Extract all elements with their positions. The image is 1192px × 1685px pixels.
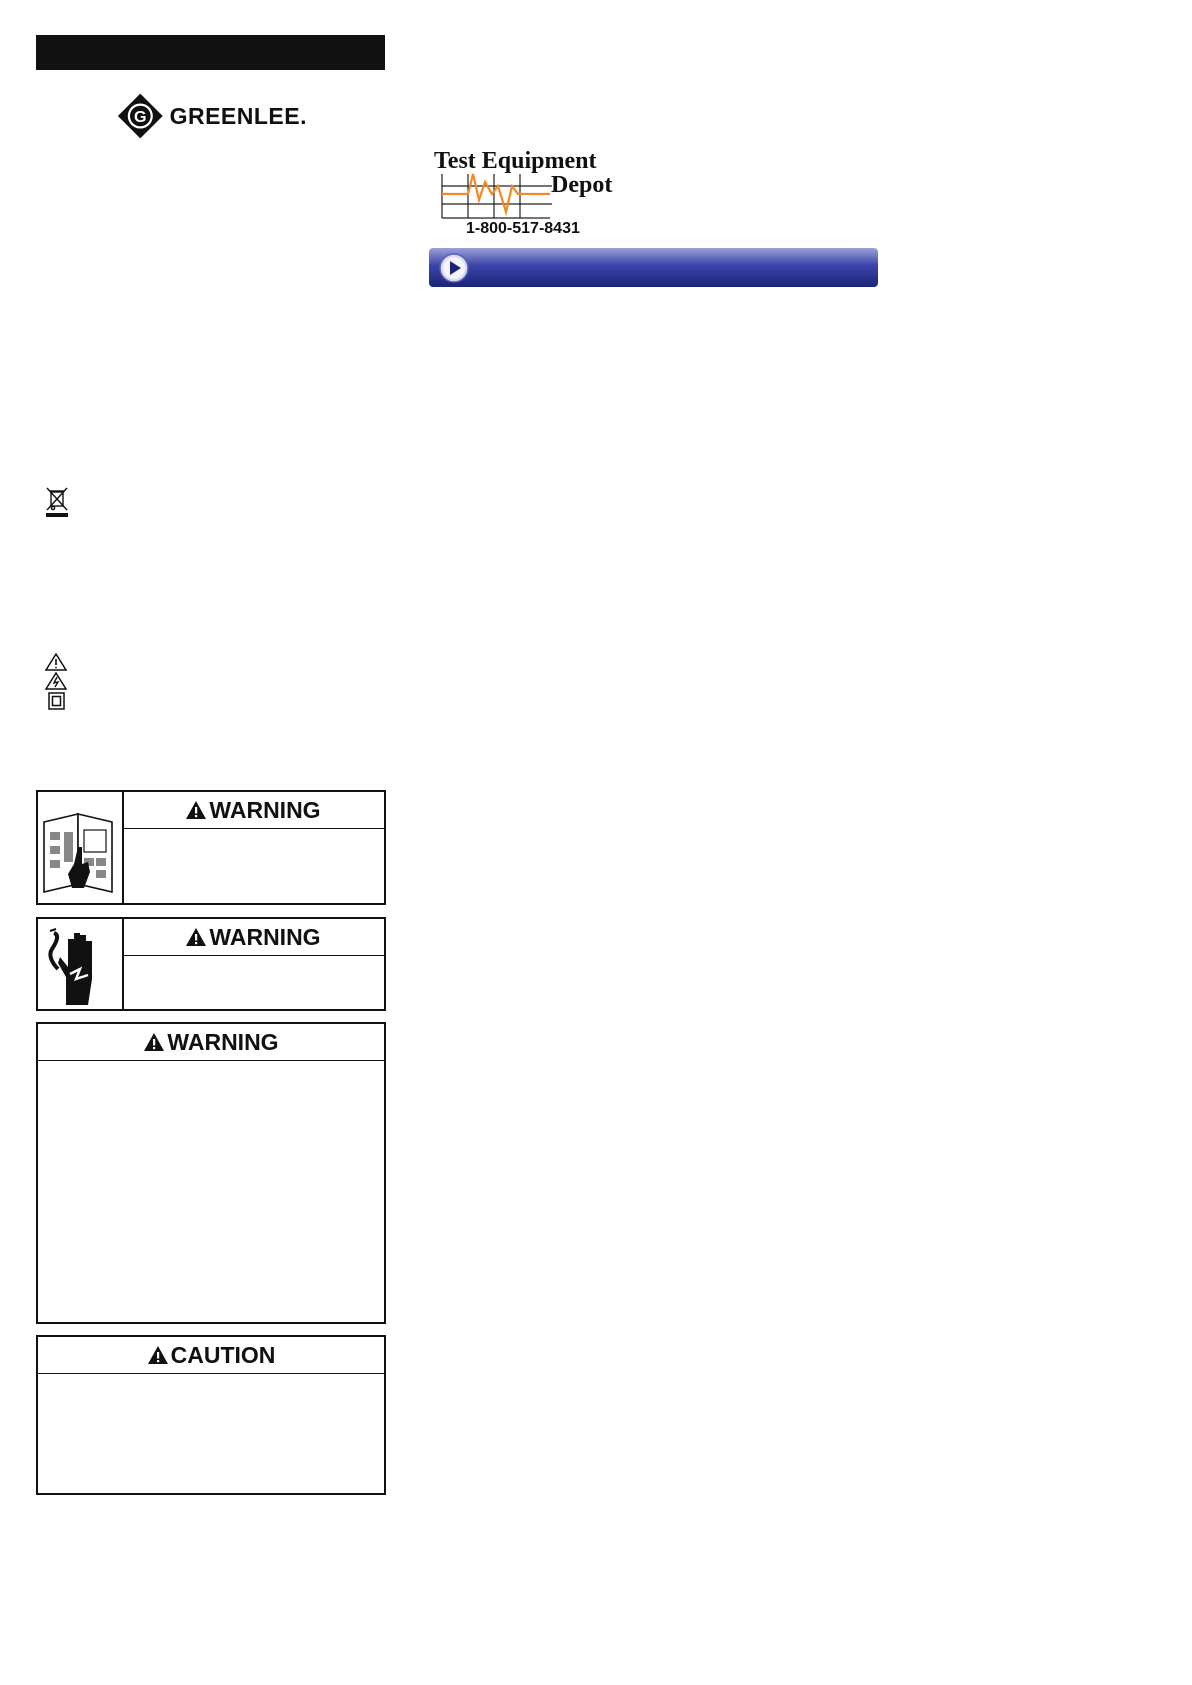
warning-notice-read-manual [36, 790, 386, 905]
warning-notice-electric-shock [36, 917, 386, 1011]
logo-letter: G [134, 107, 147, 126]
notice-heading [38, 1024, 384, 1061]
notice-heading [38, 1337, 384, 1374]
greenlee-diamond-icon [117, 90, 164, 142]
warning-triangle-icon [185, 800, 207, 820]
signal-word: WARNING [209, 923, 321, 950]
caution-notice [36, 1335, 386, 1495]
signal-word: WARNING [167, 1028, 279, 1055]
read-manual-icon [38, 792, 124, 903]
sponsor-subtitle: Depot [551, 172, 613, 198]
warning-triangle-icon [185, 927, 207, 947]
signal-graph-icon [440, 172, 552, 220]
signal-word: WARNING [209, 796, 321, 823]
notice-heading [122, 792, 384, 829]
sponsor-title: Test Equipment [434, 148, 597, 174]
greenlee-logo [117, 88, 307, 144]
play-icon[interactable] [439, 253, 469, 283]
double-insulation-icon [44, 691, 68, 711]
brand-name: GREENLEE. [169, 102, 307, 129]
shock-hazard-triangle-icon [44, 671, 68, 691]
electric-shock-hand-icon [38, 919, 124, 1009]
warning-triangle-icon [44, 652, 68, 672]
video-banner[interactable] [429, 248, 878, 287]
warning-triangle-icon [143, 1032, 165, 1052]
sponsor-phone: 1-800-517-8431 [466, 220, 580, 237]
header-bar [36, 35, 385, 70]
warning-notice-general [36, 1022, 386, 1324]
test-equipment-depot-logo [430, 148, 630, 240]
crossed-out-wheelie-bin-icon [44, 486, 70, 518]
signal-word: CAUTION [170, 1341, 276, 1368]
caution-triangle-icon [147, 1345, 169, 1365]
notice-heading [122, 919, 384, 956]
